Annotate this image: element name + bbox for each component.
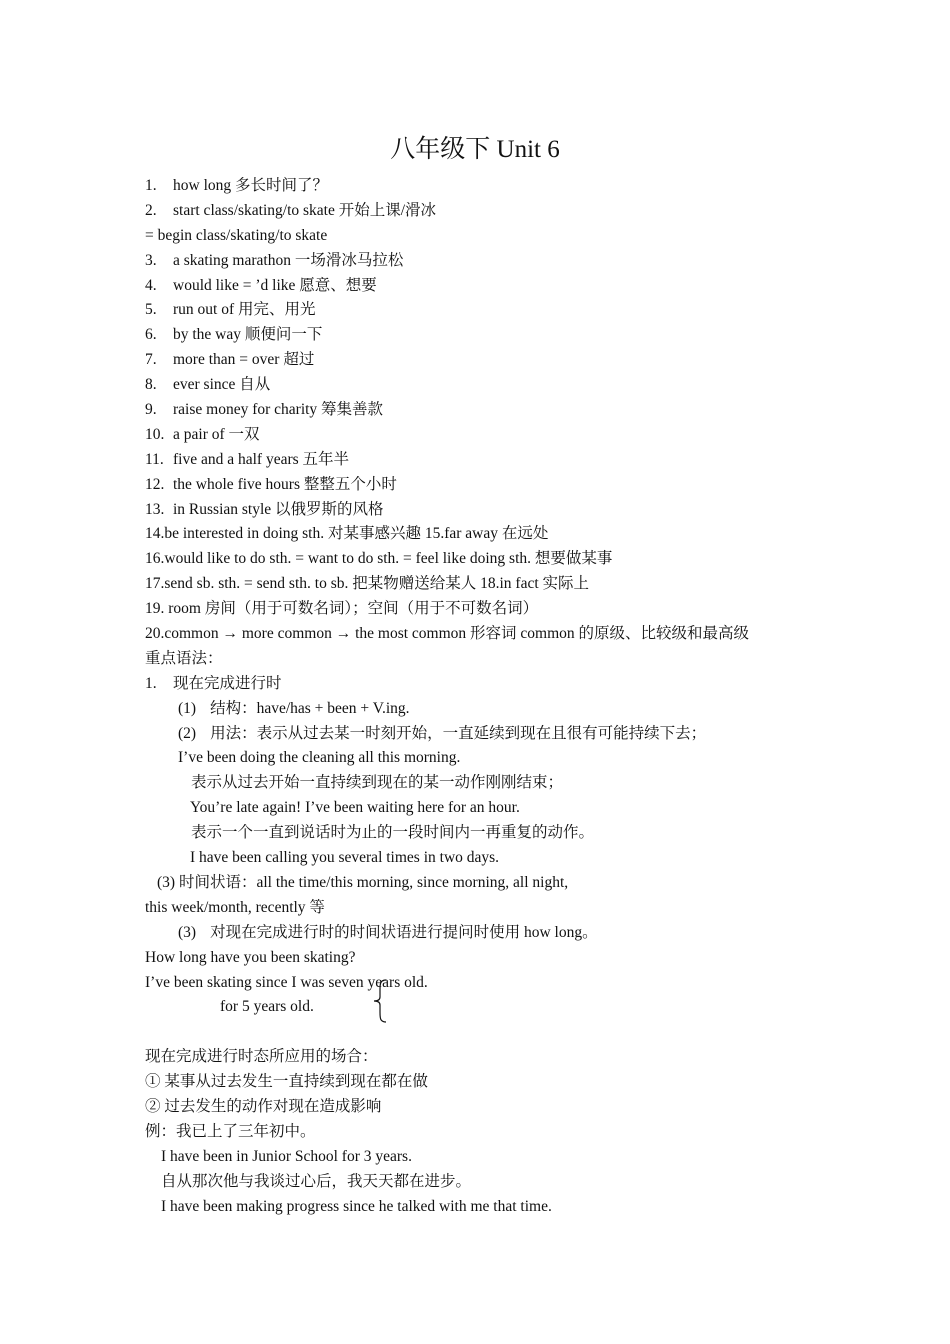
vocab-item: 14.be interested in doing sth. 对某事感兴趣 15.far away 在远处 <box>145 525 549 543</box>
curly-brace-icon <box>370 978 390 1024</box>
item-text: start class/skating/to skate 开始上课/滑冰 <box>173 201 437 219</box>
item-text: how long 多长时间了？ <box>173 177 329 194</box>
item-number: (2) <box>178 724 197 742</box>
example-answer: I’ve been skating since I was seven years old. <box>145 973 428 991</box>
example-sentence: I’ve been doing the cleaning all this morning. <box>178 749 461 767</box>
vocab-item: 20.common → more common → the most common 形容词 common 的原级、比较级和最高级 <box>145 625 750 643</box>
example-sentence: I have been making progress since he talked with me that time. <box>161 1197 552 1215</box>
vocab-item <box>0 498 950 523</box>
document-body <box>0 174 950 1219</box>
grammar-point <box>0 672 950 697</box>
item-text: a skating marathon 一场滑冰马拉松 <box>173 251 404 269</box>
vocab-item: 17.send sb. sth. = send sth. to sb. 把某物赠送给某人 18.in fact 实际上 <box>145 575 590 593</box>
item-number: 8. <box>145 376 157 394</box>
example-answer-alt: for 5 years old. <box>220 998 314 1016</box>
example-label: 例：我已上了三年初中。 <box>145 1122 316 1140</box>
item-text: 结构：have/has + been + V.ing. <box>210 699 410 717</box>
vocab-item <box>0 373 950 398</box>
item-number: 4. <box>145 276 157 294</box>
vocab-item <box>0 274 950 299</box>
grammar-usage <box>0 722 950 747</box>
item-number: 6. <box>145 326 157 344</box>
vocab-item <box>0 448 950 473</box>
item-number: 10. <box>145 425 165 443</box>
item-number: 11. <box>145 450 164 468</box>
item-number: 1. <box>145 177 157 194</box>
grammar-point-title: 现在完成进行时 <box>173 674 282 692</box>
vocab-item <box>0 298 950 323</box>
vocab-item <box>0 398 950 423</box>
vocab-item <box>0 423 950 448</box>
item-number: 12. <box>145 475 165 493</box>
item-number: 9. <box>145 401 157 419</box>
item-text: raise money for charity 筹集善款 <box>173 401 384 419</box>
item-number: (3) <box>178 923 197 941</box>
item-text: a pair of 一双 <box>173 425 260 443</box>
item-text: ever since 自从 <box>173 376 271 394</box>
example-sentence: You’re late again! I’ve been waiting here for an hour. <box>190 799 520 817</box>
item-text: five and a half years 五年半 <box>173 450 350 468</box>
grammar-structure <box>0 697 950 722</box>
item-number: 5. <box>145 301 157 319</box>
time-adverbs: (3) 时间状语：all the time/this morning, since morning, all night, <box>157 873 569 891</box>
item-number: 7. <box>145 351 157 369</box>
vocab-item <box>0 348 950 373</box>
item-number: (1) <box>178 699 197 717</box>
usage-note: 表示一个一直到说话时为止的一段时间内一再重复的动作。 <box>191 824 595 842</box>
vocab-item <box>0 323 950 348</box>
grammar-heading: 重点语法： <box>145 649 223 667</box>
example-sentence-zh: 自从那次他与我谈过心后，我天天都在进步。 <box>161 1172 472 1190</box>
vocab-item: 19. room 房间（用于可数名词）；空间（用于不可数名词） <box>145 600 539 618</box>
item-text: 用法：表示从过去某一时刻开始，一直延续到现在且很有可能持续下去； <box>210 724 707 742</box>
vocab-item <box>0 473 950 498</box>
vocab-item <box>0 174 950 199</box>
item-text: would like = ’d like 愿意、想要 <box>173 276 377 294</box>
item-text: more than = over 超过 <box>173 351 315 369</box>
item-text: in Russian style 以俄罗斯的风格 <box>173 500 384 518</box>
grammar-question <box>0 921 950 946</box>
usage-note: 表示从过去开始一直持续到现在的某一动作刚刚结束； <box>191 774 564 792</box>
example-sentence: I have been calling you several times in two days. <box>190 849 500 867</box>
item-text: by the way 顺便问一下 <box>173 326 323 344</box>
item-text: the whole five hours 整整五个小时 <box>173 475 397 493</box>
item-text: run out of 用完、用光 <box>173 301 316 319</box>
usage-case: ② 过去发生的动作对现在造成影响 <box>145 1097 382 1115</box>
vocab-item: = begin class/skating/to skate <box>145 226 328 244</box>
item-number: 1. <box>145 674 157 692</box>
example-question: How long have you been skating? <box>145 948 356 966</box>
item-text: 对现在完成进行时的时间状语进行提问时使用 how long。 <box>210 923 598 941</box>
vocab-item <box>0 199 950 224</box>
item-number: 3. <box>145 251 157 269</box>
usage-heading: 现在完成进行时态所应用的场合： <box>145 1048 378 1066</box>
item-number: 2. <box>145 201 157 219</box>
blank-line <box>0 1020 950 1045</box>
page-title: 八年级下 Unit 6 <box>390 136 560 163</box>
example-sentence: I have been in Junior School for 3 years. <box>161 1147 412 1165</box>
time-adverbs-cont: this week/month, recently 等 <box>145 898 325 916</box>
vocab-item: 16.would like to do sth. = want to do sth. = feel like doing sth. 想要做某事 <box>145 550 613 568</box>
usage-case: ① 某事从过去发生一直持续到现在都在做 <box>145 1073 428 1091</box>
vocab-item <box>0 249 950 274</box>
item-number: 13. <box>145 500 165 518</box>
